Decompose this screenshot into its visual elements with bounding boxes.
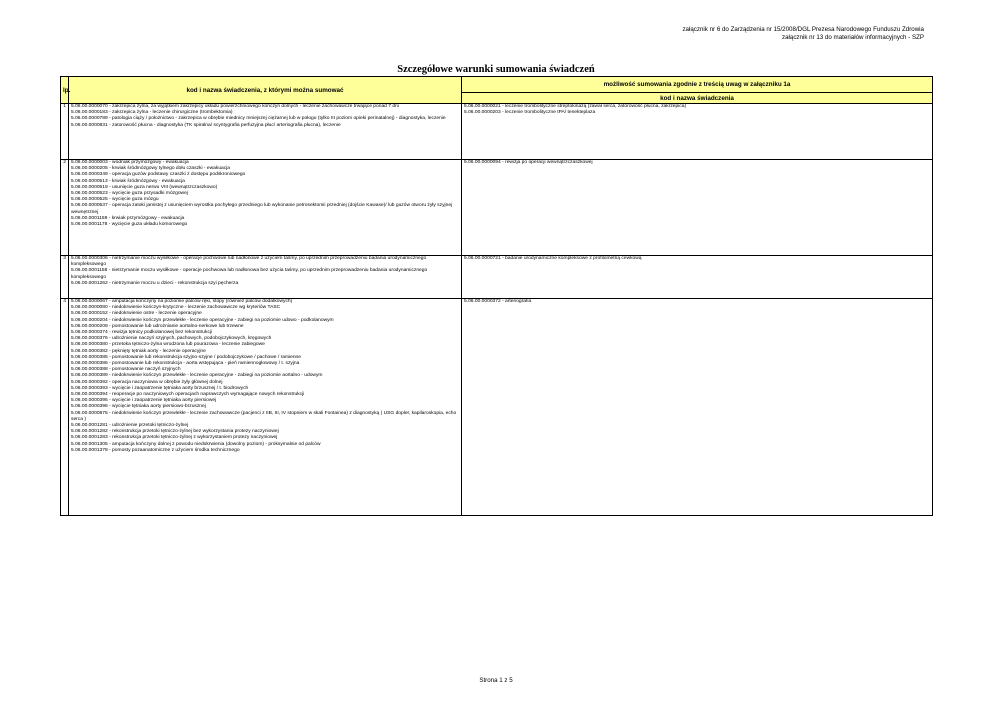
procedure-entry: 5.06.00.0001282 - rekonstrukcja przetoki tętniczo-żylnej bez wykorzystania protezy naczyniowej [71,429,279,435]
procedure-entry: 5.06.00.0000392 - operacja naczyniowa w obrębie żyły głównej dolnej [71,379,223,385]
procedure-entry: 5.06.00.0000393 - wycięcie i zaopatrzenie tętniaka aorty brzusznej / t. biodrowych [71,385,249,391]
procedure-entry: 5.06.00.0000094 - rewizja po operacji wewnątrzczaszkowej [464,160,593,165]
table-row [61,299,933,516]
table-row [61,104,933,160]
procedure-entry: 5.06.00.0000382 - pęknięty tętniak aorty - leczenie operacyjne [71,348,206,354]
row-number: 4 [61,299,69,516]
header-line-1: załącznik nr 6 do Zarządzenia nr 15/2008/DGL Prezesa Narodowego Funduszu Zdrowia [682,26,924,33]
page-title: Szczegółowe warunki sumowania świadczeń [397,64,595,75]
procedure-entry: 5.06.00.0000523 - wycięcie guza przysadki mózgowej [71,191,188,197]
procedure-entry: 5.06.00.0000875 - niedokrwienie kończyn przewlekłe - leczenie zachowawcze (pacjenci z IIB, III, IV stopniem w skali Fontaineа) z diagnostyką ( USG dopler, kapilaroskopia, echo serca ) [71,410,457,422]
procedure-entry: 5.06.00.0000003 - wodniak przymózgowy - ewakuacja [71,160,189,165]
procedure-entry: 5.06.00.0000385 - pomostowanie lub rekonstrukcja szyjno-szyjne / podobojczykowe / pachowe / ramienne [71,354,301,360]
procedure-entry: 5.06.00.0000395 - wycięcie i zaopatrzenie tętniaka aorty piersiowej [71,398,217,404]
header-line-2: załącznik nr 13 do materiałów informacyjnych - SZP [781,33,924,41]
procedure-entry: 5.06.00.0000372 - arteriografia [464,299,532,304]
procedure-entry: 5.06.00.0000374 - rewizja tętnicy podkolanowej bez rekonstrukcji [71,330,213,336]
table-row [61,160,933,256]
row-number: 1 [61,104,69,160]
procedure-entry: 5.06.00.0000537 - operacja zatoki jamistej z usunięciem wyrostka pochyłego przedniego lub wykonanie petrosektomii przedniej (dojście Kawase)/ lub guzów otworu żyły szyjnej wewnętrznej [71,203,453,215]
column-header-lp: lp. [61,77,69,104]
procedure-entry: 5.06.00.0000376 - udrożnienie naczyń szyjnych, pachowych, podobojczykowych, kręgowych [71,336,272,342]
procedure-entry: 5.06.00.0000205 - krwiak śródmózgowy tylnego dołu czaszki - ewakuacja [71,166,231,172]
page-number: Strona 1 z 5 [479,677,513,684]
procedure-entry: 5.06.00.0001159 - krwiak przymózgowy - ewakuacja [71,215,185,221]
procedure-entry: 5.06.00.0000789 - patologia ciąży / położnictwo - zakrzepica w obrębie miednicy mniejszej ciężarnej lub w połogu (tylko III poziom opieki perinatalnej) - diagnostyka, leczenie [71,116,446,122]
procedure-entry: 5.06.00.0000203 - leczenie trombolityczne tPA/ tenekteplaza [464,110,596,116]
summable-procedures-cell [69,160,462,256]
procedure-entry: 5.06.00.0001281 - udrożnienie przetoki tętniczo-żylnej [71,423,189,429]
row-number: 3 [61,256,69,299]
procedure-entry: 5.06.00.0000519 - usunięcie guza nerwu VIII (wewnątrzczaszkowo) [71,184,218,190]
procedure-entry: 5.06.00.0000152 - niedokrwienie ostre - leczenie operacyjne [71,311,202,317]
procedure-entry: 5.06.00.0000380 - przetoka tętniczo-żylna wrodzona lub pourazowa - leczenie zabiegowe [71,342,265,348]
conditional-procedures-cell [462,256,933,299]
procedure-entry: 5.06.00.0000183 - zakrzepica żylna - leczenie chirurgiczne (trombektomia) [71,110,233,116]
procedure-entry: 5.06.00.0001378 - pomosty pozaanatomiczne z użyciem środka technicznego [71,447,240,453]
column-header-right-top: możliwość sumowania zgodnie z treścią uwag w załączniku 1a [462,77,933,93]
table-row [61,256,933,299]
procedure-entry: 5.06.00.0000070 - zakrzepica żylna, za wyjątkiem zakrzepicy układu powierzchniowego kończyn dolnych - leczenie zachowawcze trwające ponad 7 dni [71,104,399,109]
summable-procedures-cell [69,256,462,299]
procedure-entry: 5.06.00.0000067 - amputacja kończyny na poziomie palców ręki, stopy (również palców dodatkowych) [71,299,293,304]
procedure-entry: 5.06.00.0000396 - wycięcie tętniaka aorty piersiowo-brzusznej [71,404,206,410]
procedure-entry: 5.06.00.0000388 - pomostowanie naczyń szyjnych [71,367,181,373]
procedure-entry: 5.06.00.0000394 - reoperacje po naczyniowych operacjach naprawczych wymagające nowych rekonstrukcji [71,392,305,398]
procedure-entry: 5.06.00.0000204 - niedokrwienie kończyn przewlekłe - leczenie operacyjne - zabiegi na poziomie udowo - podkolanowym [71,317,334,323]
procedure-entry: 5.06.00.0000721 - badanie urodynamiczne kompleksowe z profilometrią cewkową [464,256,642,261]
procedure-entry: 5.06.00.0001262 - nietrzymanie moczu u dzieci - rekonstrukcja szyi pęcherza [71,280,239,286]
procedure-entry: 5.06.00.0000021 - leczenie trombolityczne streptokinazą (zawał serca, zatorowość płucna, zakrzepica) [464,104,687,109]
summation-table [60,76,933,516]
summable-procedures-cell [69,104,462,160]
procedure-entry: 5.06.00.0001158 - nietrzymanie moczu wysiłkowe - operacje pochwowa lub nadłonowa bez użycia taśmy, po uprzednim przeprowadzeniu badania urodynamicznego kompleksowego [71,268,428,280]
procedure-entry: 5.06.00.0001305 - amputacja kończyny dolnej z powodu niedokrwienia (dowolny poziom) - proksymalnie od palców [71,441,321,447]
summable-procedures-cell [69,299,462,516]
procedure-entry: 5.06.00.0000389 - niedokrwienie kończyn przewlekłe - leczenie operacyjne - zabiegi na poziomie aortalno - udowym [71,373,323,379]
column-header-right-sub: kod i nazwa świadczenia [462,93,933,104]
procedure-entry: 5.06.00.0000080 - niedokrwienie kończyn-krytyczne - leczenie zachowawcze wg kryteriów TASC [71,305,281,311]
conditional-procedures-cell [462,160,933,256]
column-header-main: kod i nazwa świadczenia, z którymi można sumować [69,77,462,104]
procedure-entry: 5.06.00.0000386 - pomostowanie lub rekonstrukcja - aorta wstępująca - pień ramiennogłowowy / t. szyjna [71,361,300,367]
conditional-procedures-cell [462,299,933,516]
procedure-entry: 5.06.00.0000306 - nietrzymanie moczu wysiłkowe - operacje pochwowe lub nadłonowe z użyciem taśmy, po uprzednim przeprowadzeniu badania urodynamicznego kompleksowego [71,256,427,268]
procedure-entry: 5.06.00.0001283 - rekonstrukcja przetoki tętniczo-żylnej z wykorzystaniem protezy naczyniowej [71,435,278,441]
procedure-entry: 5.06.00.0001178 - wycięcie guza układu komorowego [71,222,188,228]
table-body [61,104,933,516]
procedure-entry: 5.06.00.0000525 - wycięcie guza mózgu [71,197,159,203]
procedure-entry: 5.06.00.0000349 - operacja guzów podstawy czaszki z dostępu podskroniowego [71,172,246,178]
procedure-entry: 5.06.00.0000513 - krwiak śródmózgowy - ewakuacja [71,178,185,184]
row-number: 2 [61,160,69,256]
procedure-entry: 5.06.00.0000209 - pomostowanie lub udrożnianie aortalno-nerkowe lub trzewne [71,323,244,329]
procedure-entry: 5.06.00.0000831 - zatorowość płucna - diagnostyka (TK spiralna/ scyntygrafia perfuzyjna płuc/ arteriografia płucna), leczenie [71,122,341,128]
document-header [682,26,924,41]
conditional-procedures-cell [462,104,933,160]
